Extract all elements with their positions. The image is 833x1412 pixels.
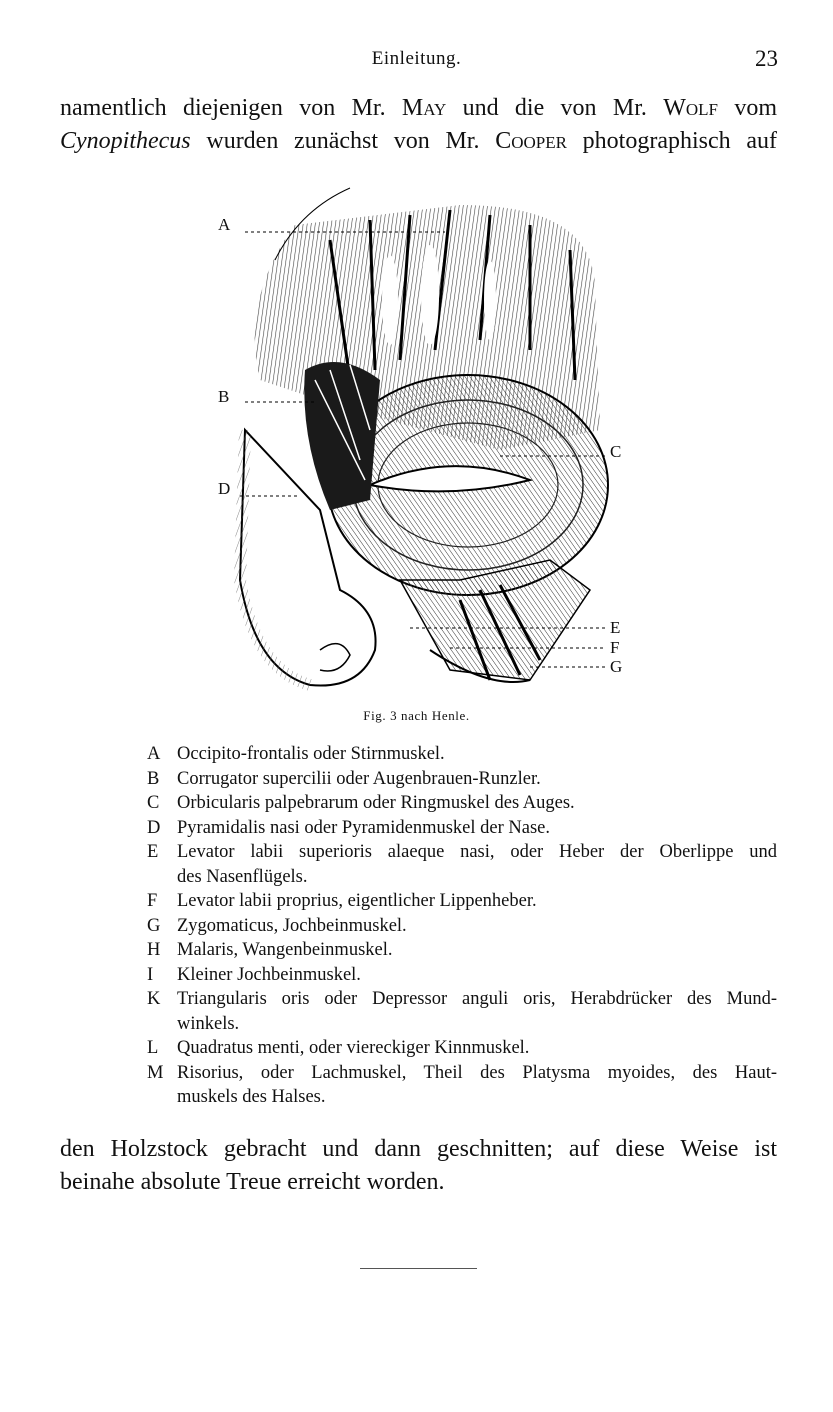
figure-label-a: A bbox=[218, 215, 231, 234]
legend-text: Kleiner Jochbeinmuskel. bbox=[177, 964, 361, 985]
facial-muscles-engraving bbox=[200, 180, 640, 700]
legend-text-continued: winkels. bbox=[177, 1013, 240, 1034]
legend-key: G bbox=[147, 915, 161, 936]
page-number: 23 bbox=[755, 46, 778, 71]
figure-label-c: C bbox=[610, 442, 622, 461]
legend-key: H bbox=[147, 940, 161, 960]
legend-text: Levator labii superioris alaeque nasi, oder Heber der Oberlippe und bbox=[177, 842, 777, 862]
end-rule bbox=[360, 1268, 477, 1269]
legend-text: Quadratus menti, oder viereckiger Kinnmuskel. bbox=[177, 1038, 530, 1058]
corrugator-pyramidalis bbox=[304, 362, 380, 510]
legend-item bbox=[147, 1036, 777, 1061]
legend-text: Pyramidalis nasi oder Pyramidenmuskel der Nase. bbox=[177, 817, 550, 838]
genus-name: Cynopithecus bbox=[60, 128, 191, 154]
text-run: namentlich diejenigen von Mr. bbox=[60, 95, 386, 121]
legend-key: M bbox=[147, 1062, 164, 1083]
legend-text: Risorius, oder Lachmuskel, Theil des Platysma myoides, des Haut- bbox=[177, 1062, 777, 1083]
figure-label-d: D bbox=[218, 479, 231, 498]
legend-item bbox=[147, 767, 777, 792]
anatomical-figure bbox=[200, 180, 640, 700]
legend-key: B bbox=[147, 768, 160, 789]
legend-item bbox=[147, 742, 777, 767]
legend-item bbox=[147, 938, 777, 963]
name-may: May bbox=[401, 95, 447, 121]
name-wolf: Wolf bbox=[663, 95, 718, 121]
text-run: und die von Mr. bbox=[462, 95, 647, 121]
figure-legend bbox=[147, 742, 777, 1110]
legend-key: I bbox=[147, 964, 154, 985]
legend-item bbox=[147, 889, 777, 914]
legend-item bbox=[147, 1061, 777, 1110]
legend-text: Occipito-frontalis oder Stirnmuskel. bbox=[177, 744, 445, 764]
legend-key: A bbox=[147, 744, 161, 764]
paragraph-top-line-1 bbox=[60, 92, 777, 125]
text-run: vom bbox=[734, 95, 777, 121]
paragraph-bottom bbox=[60, 1133, 777, 1199]
legend-text: Malaris, Wangenbeinmuskel. bbox=[177, 940, 393, 960]
figure-label-e: E bbox=[610, 618, 621, 637]
running-title: Einleitung. bbox=[371, 48, 462, 69]
paragraph-top-line-2 bbox=[60, 125, 777, 158]
legend-item bbox=[147, 914, 777, 939]
paragraph-bottom-line-1: den Holzstock gebracht und dann geschnitten; auf diese Weise ist bbox=[60, 1136, 777, 1162]
legend-item bbox=[147, 840, 777, 889]
legend-text: Levator labii proprius, eigentlicher Lippenheber. bbox=[177, 891, 537, 911]
legend-text: Zygomaticus, Jochbeinmuskel. bbox=[177, 915, 407, 936]
legend-item bbox=[147, 987, 777, 1036]
legend-key: F bbox=[147, 891, 158, 911]
legend-key: C bbox=[147, 793, 160, 813]
legend-text-continued: des Nasenflügels. bbox=[177, 866, 308, 887]
name-cooper: Cooper bbox=[495, 128, 567, 154]
legend-key: D bbox=[147, 817, 161, 838]
paragraph-bottom-line-2: beinahe absolute Treue erreicht worden. bbox=[60, 1169, 445, 1195]
text-run: wurden zunächst von Mr. bbox=[206, 128, 480, 154]
figure-label-f: F bbox=[610, 638, 620, 657]
running-head bbox=[0, 46, 833, 72]
legend-text: Triangularis oris oder Depressor anguli oris, Herabdrücker des Mund- bbox=[177, 989, 777, 1009]
legend-text: Orbicularis palpebrarum oder Ringmuskel des Auges. bbox=[177, 793, 575, 813]
paragraph-top bbox=[60, 92, 777, 158]
legend-item bbox=[147, 791, 777, 816]
legend-text: Corrugator supercilii oder Augenbrauen-Runzler. bbox=[177, 768, 541, 789]
legend-key: K bbox=[147, 989, 161, 1009]
figure-caption: Fig. 3 nach Henle. bbox=[363, 708, 470, 723]
figure-label-b: B bbox=[218, 387, 230, 406]
legend-item bbox=[147, 816, 777, 841]
legend-text-continued: muskels des Halses. bbox=[177, 1087, 326, 1107]
legend-key: L bbox=[147, 1038, 159, 1058]
text-run: photographisch auf bbox=[582, 128, 777, 154]
legend-item bbox=[147, 963, 777, 988]
legend-key: E bbox=[147, 842, 159, 862]
figure-label-g: G bbox=[610, 657, 623, 676]
